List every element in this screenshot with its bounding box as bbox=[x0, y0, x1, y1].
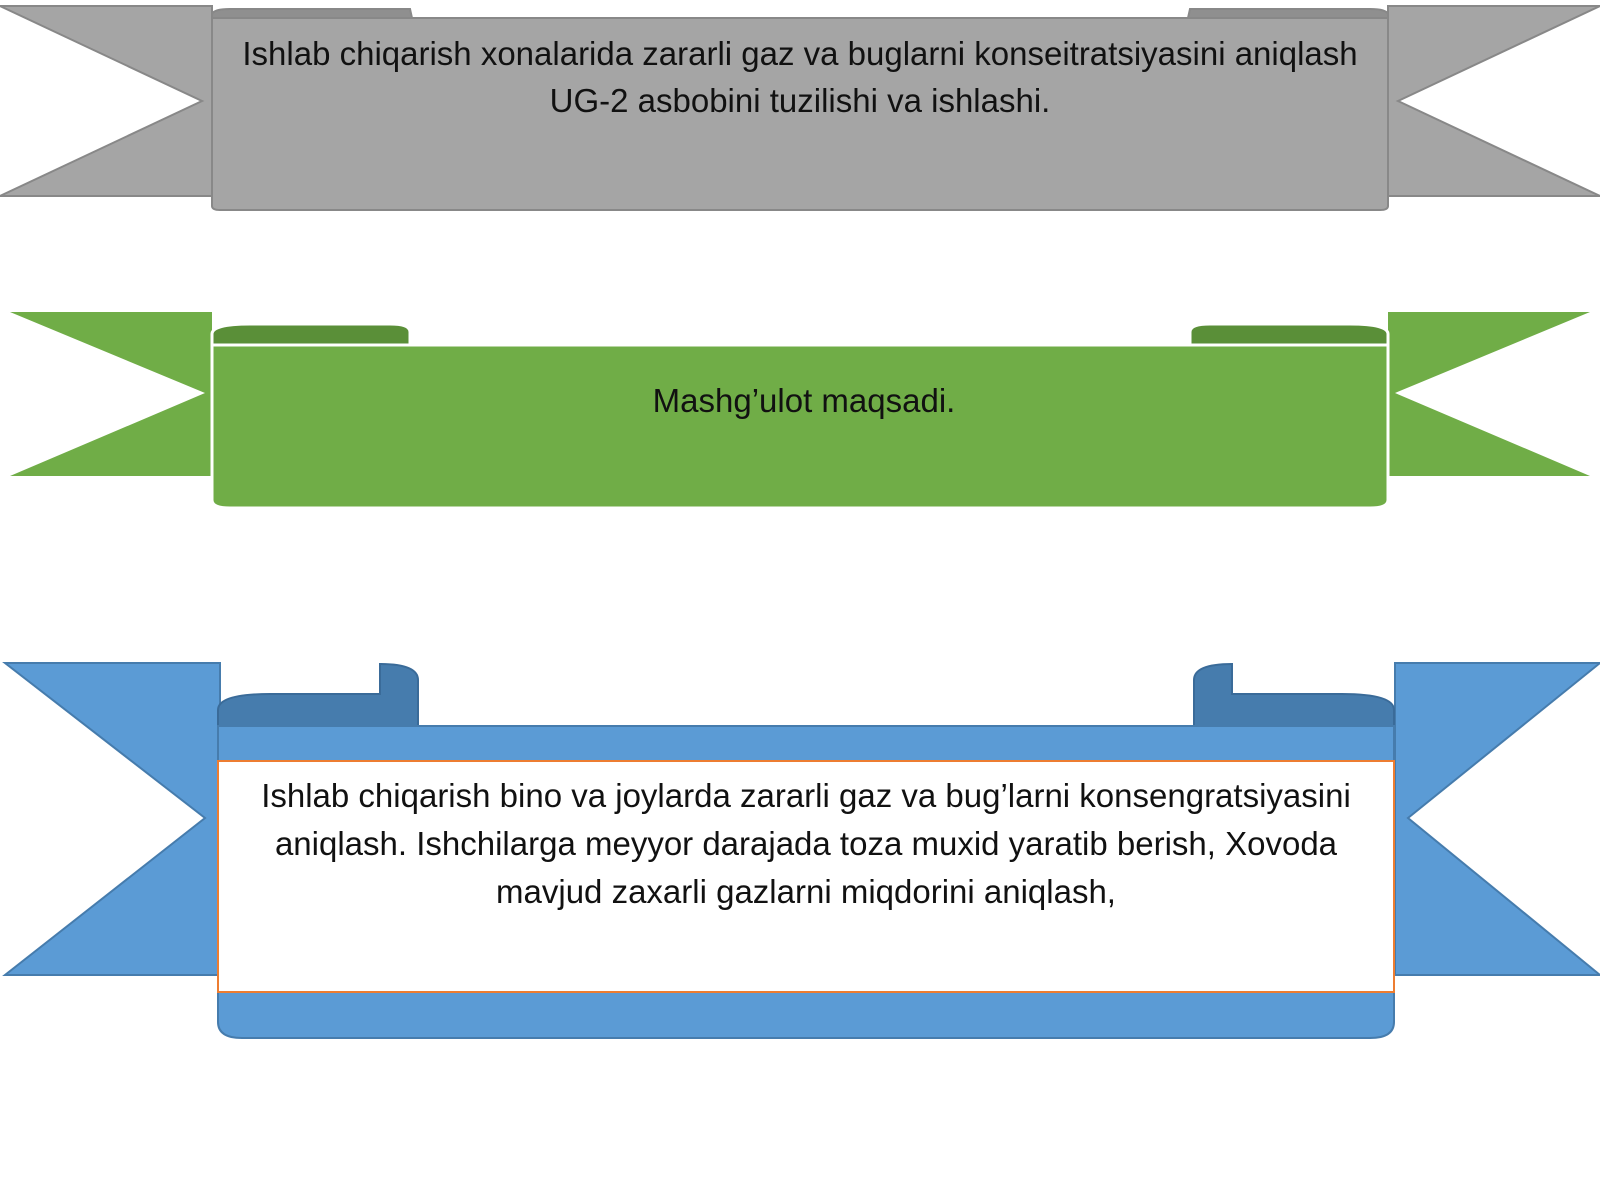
title-ribbon-right-tail bbox=[1388, 6, 1600, 196]
title-ribbon-left-tail bbox=[0, 6, 212, 196]
subtitle-ribbon-right-fold bbox=[1190, 324, 1388, 345]
body-ribbon-right-fold bbox=[1194, 664, 1394, 726]
subtitle-ribbon-left-tail bbox=[10, 312, 212, 476]
title-heading: Ishlab chiqarish xonalarida zararli gaz va buglarni konseitratsiyasini aniqlash UG-2 asbobini tuzilishi va ishlashi. bbox=[242, 35, 1358, 119]
body-ribbon-left-fold bbox=[218, 664, 418, 726]
subtitle-ribbon-band bbox=[212, 345, 1388, 508]
body-ribbon-right-tail bbox=[1395, 663, 1600, 975]
body-paragraph: Ishlab chiqarish bino va joylarda zararli gaz va bug’larni konsengratsiyasini aniqlash. Ishchilarga meyyor darajada toza muxid yaratib berish, Xovoda mavjud zaxarli gazlarni miqdorini aniqlash, bbox=[261, 777, 1351, 910]
body-ribbon-left-tail bbox=[5, 663, 220, 975]
subtitle-heading: Mashg’ulot maqsadi. bbox=[652, 382, 956, 419]
subtitle-ribbon-left-fold bbox=[212, 324, 410, 345]
subtitle-ribbon-right-tail bbox=[1388, 312, 1590, 476]
